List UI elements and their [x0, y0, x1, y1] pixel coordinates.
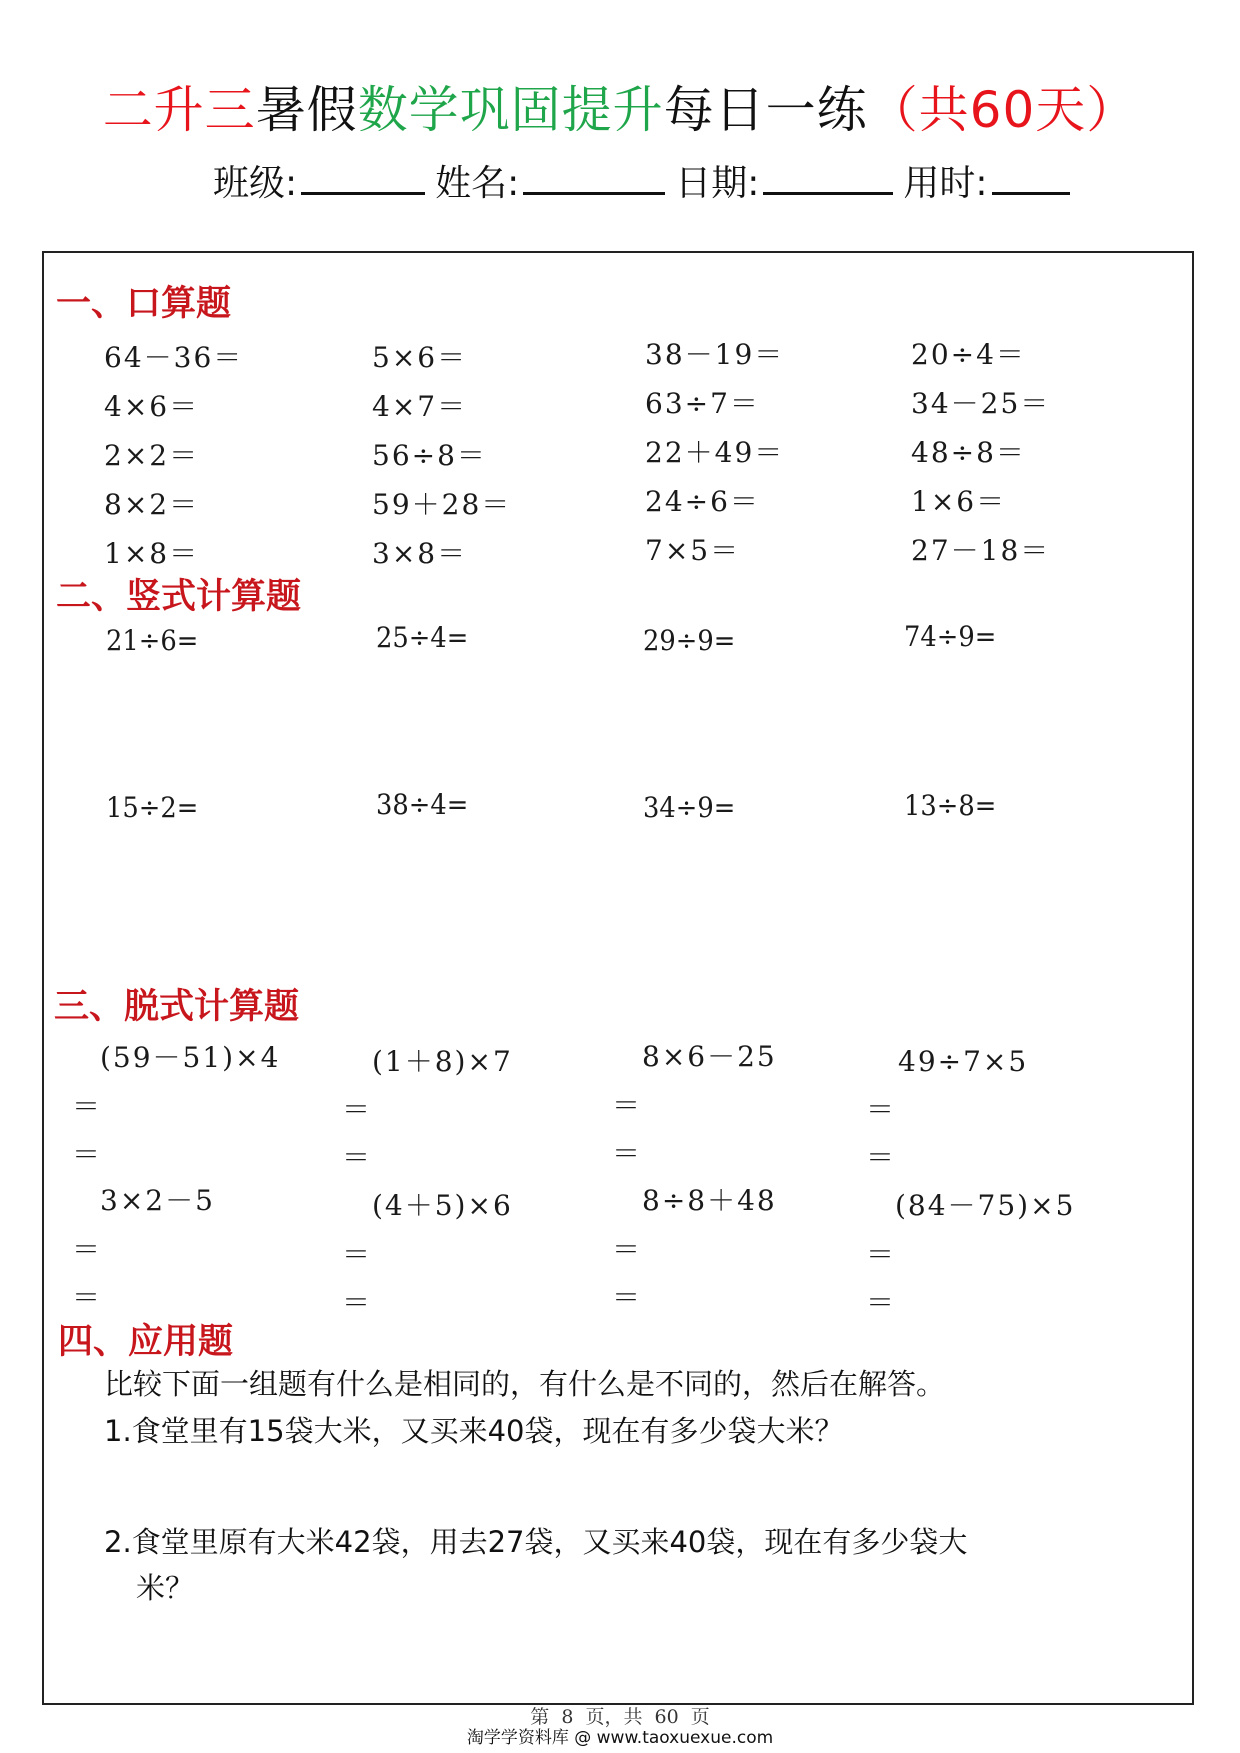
stepwise-problem: (59－51)×4 [100, 1041, 281, 1074]
answer-equals-sign: ＝ [342, 1141, 371, 1174]
answer-equals-sign: ＝ [612, 1233, 641, 1266]
answer-equals-sign: ＝ [612, 1281, 641, 1314]
oral-problem: 5×6＝ [372, 341, 468, 374]
page-number: 第 8 页，共 60 页 [530, 1706, 710, 1728]
stepwise-problem: 8÷8＋48 [642, 1184, 777, 1217]
oral-problem: 1×8＝ [104, 537, 200, 570]
stepwise-problem: 3×2－5 [100, 1184, 215, 1217]
title-part-total-days: （共60天） [867, 81, 1138, 139]
application-problem-1: 1.食堂里有15袋大米，又买来40袋，现在有多少袋大米？ [104, 1414, 844, 1448]
application-intro: 比较下面一组题有什么是相同的，有什么是不同的，然后在解答。 [104, 1367, 946, 1401]
title-part-daily: 每日一练 [663, 81, 868, 139]
student-info-row [213, 160, 1080, 208]
title-part-subject: 数学巩固提升 [357, 81, 664, 139]
answer-equals-sign: ＝ [342, 1286, 371, 1319]
answer-equals-sign: ＝ [72, 1233, 101, 1266]
oral-problem: 27－18＝ [911, 534, 1051, 567]
name-blank[interactable] [523, 162, 665, 195]
section-heading-stepwise: 三、脱式计算题 [54, 986, 300, 1027]
oral-problem: 20÷4＝ [911, 338, 1026, 371]
oral-problem: 22＋49＝ [645, 436, 785, 469]
time-used-blank[interactable] [992, 162, 1070, 195]
oral-problem: 34－25＝ [911, 387, 1051, 420]
answer-equals-sign: ＝ [342, 1093, 371, 1126]
class-field [213, 160, 425, 208]
stepwise-problem: (4＋5)×6 [372, 1189, 513, 1222]
site-watermark: 淘学学资料库 @ www.taoxuexue.com [466, 1728, 774, 1748]
answer-equals-sign: ＝ [866, 1286, 895, 1319]
oral-problem: 63÷7＝ [645, 387, 760, 420]
vertical-problem: 34÷9= [643, 791, 736, 824]
oral-problem: 3×8＝ [372, 537, 468, 570]
oral-problem: 56÷8＝ [372, 439, 487, 472]
vertical-problem: 38÷4= [376, 788, 469, 821]
oral-problem: 4×6＝ [104, 390, 200, 423]
name-field [435, 160, 665, 208]
oral-problem: 64－36＝ [104, 341, 244, 374]
oral-problem: 2×2＝ [104, 439, 200, 472]
stepwise-problem: (84－75)×5 [895, 1189, 1076, 1222]
worksheet-title [0, 78, 1240, 142]
class-blank[interactable] [301, 162, 425, 195]
title-part-summer: 暑假 [255, 81, 358, 139]
oral-problem: 4×7＝ [372, 390, 468, 423]
section-heading-oral: 一、口算题 [56, 283, 232, 324]
answer-equals-sign: ＝ [866, 1093, 895, 1126]
answer-equals-sign: ＝ [866, 1238, 895, 1271]
stepwise-problem: (1＋8)×7 [372, 1045, 513, 1078]
answer-equals-sign: ＝ [72, 1281, 101, 1314]
answer-equals-sign: ＝ [72, 1138, 101, 1171]
stepwise-problem: 49÷7×5 [898, 1045, 1029, 1078]
section-heading-vertical: 二、竖式计算题 [56, 576, 302, 617]
date-field [675, 160, 893, 208]
oral-problem: 38－19＝ [645, 338, 785, 371]
application-problem-2: 2.食堂里原有大米42袋，用去27袋，又买来40袋，现在有多少袋大 [104, 1525, 968, 1559]
date-blank[interactable] [763, 162, 893, 195]
answer-equals-sign: ＝ [866, 1141, 895, 1174]
title-part-grade: 二升三 [102, 81, 256, 139]
application-problem-2-cont: 米？ [136, 1571, 195, 1605]
vertical-problem: 21÷6= [106, 624, 199, 657]
answer-equals-sign: ＝ [612, 1137, 641, 1170]
vertical-problem: 29÷9= [643, 624, 736, 657]
vertical-problem: 25÷4= [376, 621, 469, 654]
date-label: 日期: [675, 163, 760, 204]
time-used-label: 用时: [903, 163, 988, 204]
stepwise-problem: 8×6－25 [642, 1040, 777, 1073]
name-label: 姓名: [435, 163, 520, 204]
vertical-problem: 74÷9= [904, 620, 997, 653]
answer-equals-sign: ＝ [342, 1238, 371, 1271]
oral-problem: 59＋28＝ [372, 488, 512, 521]
answer-equals-sign: ＝ [72, 1090, 101, 1123]
time-used-field [903, 160, 1069, 208]
oral-problem: 8×2＝ [104, 488, 200, 521]
vertical-problem: 15÷2= [106, 791, 199, 824]
oral-problem: 1×6＝ [911, 485, 1007, 518]
oral-problem: 7×5＝ [645, 534, 741, 567]
oral-problem: 48÷8＝ [911, 436, 1026, 469]
answer-equals-sign: ＝ [612, 1089, 641, 1122]
vertical-problem: 13÷8= [904, 789, 997, 822]
oral-problem: 24÷6＝ [645, 485, 760, 518]
class-label: 班级: [213, 163, 298, 204]
section-heading-application: 四、应用题 [58, 1321, 234, 1362]
